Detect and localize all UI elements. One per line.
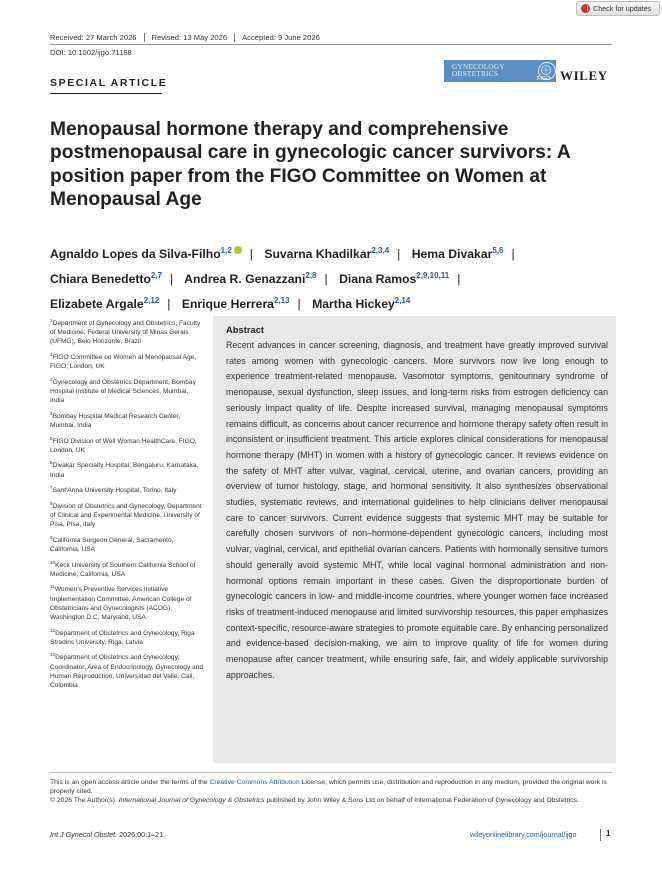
doi: DOI: 10.1002/ijgo.71188: [50, 48, 132, 57]
affiliation: $^{12}$Department of Obstetrics and Gynecology, Riga Stradins University, Riga, Latvia: [50, 627, 195, 646]
affiliation: $^{10}$Keck University of Southern California School of Medicine, California, USA: [50, 559, 196, 578]
author[interactable]: Martha Hickey$^{2,14}$: [312, 296, 411, 311]
author[interactable]: Diana Ramos$^{2,9,10,11}$: [339, 271, 450, 286]
affiliation: $^9$California Surgeon General, Sacramento, California, USA: [50, 534, 174, 553]
affiliations: [50, 316, 204, 694]
journal-name: International Journal of Gynecology & Obstetrics: [118, 797, 265, 804]
affiliation: $^2$FIGO Committee on Women at Menopausal Age, FIGO, London, UK: [50, 352, 197, 371]
header-rule: [50, 44, 612, 45]
author[interactable]: Chiara Benedetto$^{2,7}$: [50, 271, 163, 286]
author[interactable]: Andrea R. Genazzani$^{2,8}$: [184, 271, 317, 286]
author[interactable]: Elizabete Argale$^{2,12}$: [50, 296, 160, 311]
journal-logo-text: [444, 64, 520, 78]
article-type-rule: [50, 93, 162, 94]
figo-label: FIGO: [537, 76, 551, 82]
affiliation: $^8$Division of Obstetrics and Gynecology, Department of Clinical and Experimental Medicine, University of Pisa, Pisa, Italy: [50, 500, 202, 529]
date-separator: [234, 33, 235, 42]
citation-details: 2026;00:1–21.: [117, 830, 166, 839]
copyright-text: published by John Wiley & Sons Ltd on behalf of International Federation of Gynecology and Obstetrics.: [264, 797, 579, 804]
publisher-logo: WILEY: [560, 68, 608, 83]
abstract-heading: Abstract: [226, 324, 265, 335]
license-notice: [50, 778, 615, 805]
affiliation: $^{11}$Women's Preventive Services Initiative Implementation Committee, American College of Obstetricians and Gynecologists (ACOG), Washington D.C, Maryland, USA: [50, 584, 192, 621]
abstract-box: [213, 316, 616, 763]
journal-url-link[interactable]: wileyonlinelibrary.com/journal/ijgo: [470, 830, 577, 839]
affiliation: $^6$Divakar Specialty Hospital, Bengaluru, Karnataka, India: [50, 460, 199, 479]
license-text: License, which permits use, distribution and reproduction in any medium, provided the original work is properly cited.: [50, 779, 607, 795]
date-separator: [144, 33, 145, 42]
citation-journal: Int J Gynecol Obstet.: [50, 830, 118, 839]
orcid-icon[interactable]: [234, 246, 242, 254]
author[interactable]: Enrique Herrera$^{2,13}$: [181, 296, 290, 311]
author-list: Agnaldo Lopes da Silva-Filho$^{1,2}$ | Suvarna Khadilkar$^{2,3,4}$ | Hema Divakar$^{5,6}$ | Chiara Benedetto$^{2,7}$ | Andrea R. Genazzani$^{2,8}$ | Diana Ramos$^{2,9,10,11}$ | Elizabete Argale$^{2,12}$ | Enrique Herrera$^{2,13}$ | Martha Hickey$^{2,14}$: [50, 246, 515, 311]
author[interactable]: Hema Divakar$^{5,6}$: [411, 246, 504, 261]
article-title: Menopausal hormone therapy and comprehensive postmenopausal care in gynecologic cancer survivors: A position paper from the FIGO Committee on Women at Menopausal Age: [50, 119, 571, 211]
author[interactable]: Suvarna Khadilkar$^{2,3,4}$: [264, 246, 390, 261]
check-for-updates-button[interactable]: [576, 1, 660, 16]
crossmark-icon: [581, 4, 590, 13]
journal-logo-line1: GYNECOLOGY: [452, 63, 505, 71]
cc-license-link[interactable]: Creative Commons Attribution: [209, 779, 300, 786]
revised-date: Revised: 13 May 2026: [151, 33, 228, 42]
abstract-text: Recent advances in cancer screening, diagnosis, and treatment have greatly improved survival rates among women with gynecologic cancers. More survivors now live long enough to experience treatment-related menopause. Vasomotor symptoms, genitourinary syndrome of menopause, sexual dysfunction, sleep issues, and long-term risks from estrogen deficiency can seriously impact quality of life. Despite increased survival, managing menopausal symptoms remains difficult, as concerns about cancer recurrence and hormone therapy safety often result in inconsistent or insufficient treatment. This article explores clinical considerations for menopausal hormone therapy (MHT) in women with a history of gynecologic cancer. It reviews evidence on the safety of MHT after vulvar, vaginal, cervical, uterine, and ovarian cancers, providing an overview of tumor histology, stage, and hormonal sensitivity. It also synthesizes observational studies, systematic reviews, and international guidelines to help clinicians deliver menopausal care to cancer survivors. Current evidence suggests that systemic MHT may be suitable for carefully chosen survivors of non–hormone-dependent gynecologic cancers, including most vulvar, vaginal, cervical, and epithelial ovarian cancers. Patients with hormonally sensitive tumors should generally avoid systemic MHT, while local vaginal hormonal administration and non-hormonal options remain important in these cases. Given the disproportionate burden of gynecologic cancers in low- and middle-income countries, where younger women face increased risks of treatment-induced menopause and limited survivorship resources, this paper emphasizes context-specific, resource-aware strategies to promote equitable care. By enhancing personalized and evidence-based decision-making, we aim to improve quality of life for women during menopause after cancer treatment, while ensuring safe, fair, and widely applicable survivorship approaches.: [226, 340, 608, 680]
received-date: Received: 27 March 2026: [50, 33, 137, 42]
license-rule: [50, 772, 612, 773]
journal-logo-line2: OBSTETRICS: [452, 70, 499, 78]
license-text: This is an open access article under the terms of the: [50, 779, 210, 786]
affiliation: $^{13}$Department of Obstetrics and Gynecology; Coordinator, Area of Endocrinology, Gynecology and Human Reproduction, Universidad del Valle, Cali, Colombia: [50, 652, 204, 689]
affiliation: $^3$Gynecology and Obstetrics Department, Bombay Hospital Institute of Medical Sciences, Mumbai, India: [50, 376, 196, 405]
footer-separator: [600, 829, 601, 841]
affiliation: $^1$Department of Gynecology and Obstetrics, Faculty of Medicine, Federal University of Minas Gerais (UFMG), Belo Horizonte, Brazil: [50, 318, 201, 346]
author[interactable]: Agnaldo Lopes da Silva-Filho$^{1,2}$: [50, 247, 242, 261]
accepted-date: Accepted: 9 June 2026: [242, 33, 320, 42]
page-number: 1: [606, 829, 611, 838]
affiliation: $^5$FIGO Division of Well Woman HealthCare, FIGO, London, UK: [50, 435, 197, 454]
copyright-text: © 2026 The Author(s).: [50, 797, 119, 804]
citation: [50, 830, 165, 839]
publication-dates: [50, 33, 320, 42]
affiliation: $^4$Bombay Hospital Medical Research Center, Mumbai, India: [50, 410, 181, 429]
affiliation: $^7$Sant'Anna University Hospital, Torino, Italy: [50, 485, 177, 495]
check-for-updates-label: Check for updates: [593, 4, 652, 13]
article-type: SPECIAL ARTICLE: [50, 77, 168, 89]
